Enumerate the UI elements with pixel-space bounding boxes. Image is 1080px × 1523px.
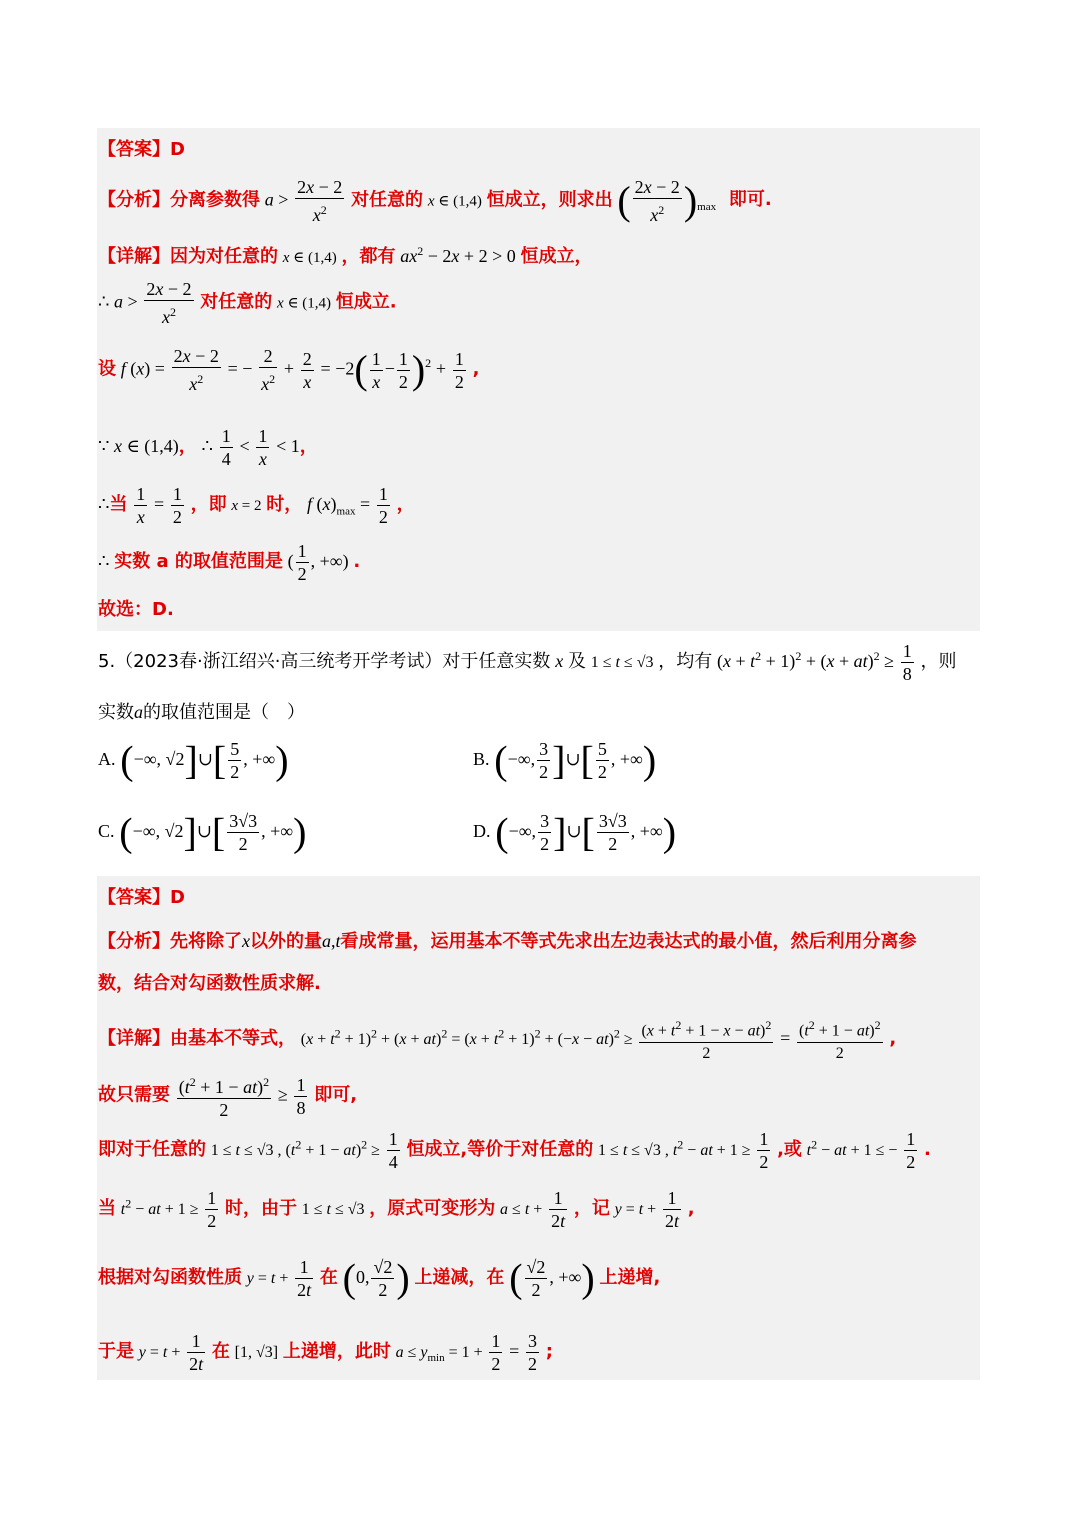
- option-d[interactable]: D. (−∞, $\frac{3}{2}$ ]∪[ $\frac{3√3}{2}$ , +∞): [473, 809, 677, 855]
- define-f-line: 设 f (x) = $\frac{2x - 2}{x^2}$ = − $\frac{2}{x^2}$ + $\frac{2}{x}$ = −2( $\frac{1}{x}$ − $\frac{1}{2}$ )$^2$ + $\frac{1}{2}$ ,: [98, 346, 480, 394]
- range-line: ∴ 实数 a 的取值范围是 ( $\frac{1}{2}$ , +∞) .: [98, 541, 361, 584]
- equivalent-line: 即对于任意的 1 ≤ t ≤ √3 , $(t^2 + 1 - at)^2$ ≥ $\frac{1}{4}$ 恒成立,等价于对任意的 1 ≤ t ≤ √3 , $t^2$ − at + 1 ≥ $\frac{1}{2}$ ,或 $t^2$ − at + 1 ≤ − $\frac{1}{2}$ .: [98, 1129, 931, 1172]
- detail-line: 【详解】因为对任意的 x ∈ (1,4) ，都有 $ax^2 - 2x + 2 > 0$ 恒成立，: [98, 244, 593, 267]
- need-line: 故只需要 $\frac{(t^2 + 1 - at)^2}{2}$ ≥ $\frac{1}{8}$ 即可,: [98, 1071, 357, 1121]
- analysis-line: 【分析】分离参数得 a > $\frac{2x - 2}{x^2}$ 对任意的 x ∈ (1,4) 恒成立，则求出 ( $\frac{2x - 2}{x^2}$ )$_{max}$ 即可.: [98, 177, 772, 225]
- analysis-line-5: 【分析】先将除了x以外的量a,t看成常量，运用基本不等式先求出左边表达式的最小值，然后利用分离参: [98, 931, 917, 952]
- analysis-line-5b: 数，结合对勾函数性质求解.: [98, 973, 321, 994]
- property-line: 根据对勾函数性质 y = t + $\frac{1}{2t}$ 在 (0, $\frac{√2}{2}$ ) 上递减，在 ( $\frac{√2}{2}$ , +∞) 上递增,: [98, 1255, 661, 1301]
- case-line: 当 $t^2$ − at + 1 ≥ $\frac{1}{2}$ 时，由于 1 ≤ t ≤ √3 ，原式可变形为 a ≤ t + $\frac{1}{2t}$ ，记 y = t + $\frac{1}{2t}$ ,: [98, 1188, 695, 1231]
- option-a[interactable]: A. (−∞, √2]∪[ $\frac{5}{2}$ , +∞): [98, 737, 289, 783]
- question-stem-2: 实数a的取值范围是（ ）: [98, 702, 305, 723]
- choice-line: 故选：D.: [98, 599, 174, 620]
- answer-line-5: 【答案】D: [98, 887, 185, 908]
- option-b[interactable]: B. (−∞, $\frac{3}{2}$ ]∪[ $\frac{5}{2}$ , +∞): [473, 737, 657, 783]
- when-line: ∴当 $\frac{1}{x}$ = $\frac{1}{2}$ ，即 x = 2 时， f $(x)_{max}$ = $\frac{1}{2}$ ，: [98, 484, 415, 527]
- therefore-line-1: ∴ a > $\frac{2x - 2}{x^2}$ 对任意的 x ∈ (1,4) 恒成立.: [98, 279, 397, 327]
- detail-line-5: 【详解】由基本不等式， $(x + t^2 + 1)^2 + (x + at)^2 = (x + t^2 + 1)^2 + (-x - at)^2$ ≥ $\frac{(x + t^2 + 1 - x - at)^2}{2}$ = $\frac{(t^2 + 1 - at)^2}{2}$ ,: [98, 1014, 896, 1065]
- option-c[interactable]: C. (−∞, √2]∪[ $\frac{3√3}{2}$ , +∞): [98, 809, 307, 855]
- question-stem: 5.（2023春·浙江绍兴·高三统考开学考试）对于任意实数 x 及 1 ≤ t ≤ √3 ，均有 $(x + t^2 + 1)^2 + (x + at)^2$ ≥ $\frac{1}{8}$ ，则: [98, 641, 957, 684]
- because-line: ∵ x ∈ (1,4)， ∴ $\frac{1}{4}$ < $\frac{1}{x}$ < 1，: [98, 426, 318, 469]
- answer-line: 【答案】D: [98, 139, 185, 160]
- monotone-line: 于是 y = t + $\frac{1}{2t}$ 在 [1, √3] 上递增，此时 $a \le y_{min} = 1$ + $\frac{1}{2}$ = $\frac{3}{2}$ ;: [98, 1331, 553, 1374]
